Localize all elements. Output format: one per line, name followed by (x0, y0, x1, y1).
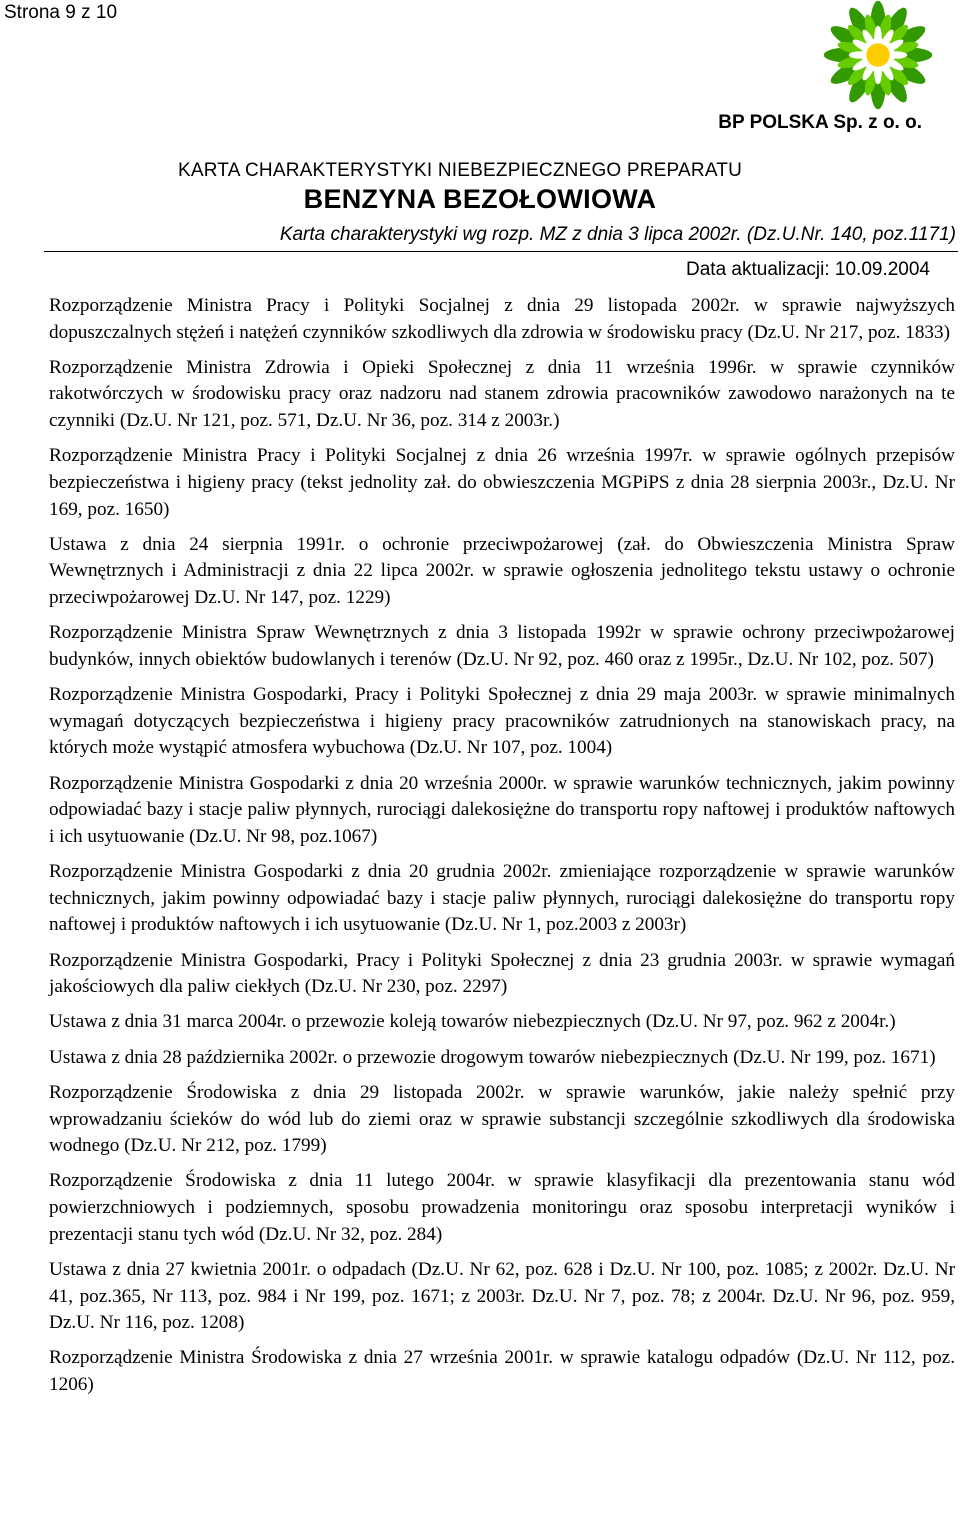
update-date: 10.09.2004 (834, 259, 930, 280)
regulation-paragraph: Ustawa z dnia 24 sierpnia 1991r. o ochronie przeciwpożarowej (zał. do Obwieszczenia Ministra Spraw Wewnętrznych i Administracji z dnia 22 lipca 2002r. w sprawie ogłoszenia jednolitego tekstu ustawy o ochronie przeciwpożarowej Dz.U. Nr 147, poz. 1229) (49, 533, 955, 608)
regulation-paragraph: Rozporządzenie Ministra Pracy i Polityki Socjalnej z dnia 29 listopada 2002r. w sprawie najwyższych dopuszczalnych stężeń i natężeń czynników szkodliwych dla zdrowia w środowisku pracy (Dz.U. Nr 217, poz. 1833) (49, 295, 955, 343)
regulations-list (49, 293, 955, 1407)
regulation-paragraph: Rozporządzenie Ministra Środowiska z dnia 27 września 2001r. w sprawie katalogu odpadów (Dz.U. Nr 112, poz. 1206) (49, 1347, 955, 1395)
company-name: BP POLSKA Sp. z o. o. (718, 112, 922, 133)
regulation-paragraph: Rozporządzenie Ministra Gospodarki, Pracy i Polityki Społecznej z dnia 29 maja 2003r. w sprawie minimalnych wymagań dotyczących bezpieczeństwa i higieny pracy pracowników zatrudnionych na stanowiskach pracy, na których może wystąpić atmosfera wybuchowa (Dz.U. Nr 107, poz. 1004) (49, 684, 955, 759)
regulation-paragraph: Rozporządzenie Ministra Gospodarki z dnia 20 września 2000r. w sprawie warunków technicznych, jakim powinny odpowiadać bazy i stacje paliw płynnych, rurociągi dalekosiężne do transportu ropy naftowej i produktów naftowych i ich usytuowanie (Dz.U. Nr 98, poz.1067) (49, 772, 955, 847)
regulation-paragraph: Rozporządzenie Ministra Gospodarki, Pracy i Polityki Społecznej z dnia 23 grudnia 2003r. w sprawie wymagań jakościowych dla paliw ciekłych (Dz.U. Nr 230, poz. 2297) (49, 949, 955, 998)
header-divider (44, 251, 958, 252)
regulation-paragraph: Rozporządzenie Ministra Zdrowia i Opieki Społecznej z dnia 11 września 1996r. w sprawie czynników rakotwórczych w środowisku pracy oraz nadzoru nad stanem zdrowia pracowników zawodowo narażonych na te czynniki (Dz.U. Nr 121, poz. 571, Dz.U. Nr 36, poz. 314 z 2003r.) (49, 356, 955, 432)
update-date-line (686, 259, 930, 281)
regulation-paragraph: Rozporządzenie Ministra Pracy i Polityki Socjalnej z dnia 26 września 1997r. w sprawie ogólnych przepisów bezpieczeństwa i higieny pracy (tekst jednolity zał. do obwieszczenia MGPiPS z dnia 28 sierpnia 2003r., Dz.U. Nr 169, poz. 1650) (49, 445, 955, 520)
regulation-paragraph: Ustawa z dnia 31 marca 2004r. o przewozie koleją towarów niebezpiecznych (Dz.U. Nr 97, poz. 962 z 2004r.) (49, 1011, 896, 1033)
product-name: BENZYNA BEZOŁOWIOWA (303, 184, 657, 214)
regulation-paragraph: Ustawa z dnia 28 października 2002r. o przewozie drogowym towarów niebezpiecznych (Dz.U. Nr 199, poz. 1671) (49, 1046, 936, 1068)
document-type-label: KARTA CHARAKTERYSTYKI NIEBEZPIECZNEGO PREPARATU (177, 160, 743, 181)
regulation-paragraph: Rozporządzenie Środowiska z dnia 11 lutego 2004r. w sprawie klasyfikacji dla prezentowania stanu wód powierzchniowych i podziemnych, sposobu prowadzenia monitoringu oraz sposobu interpretacji wyników i prezentacji stanu tych wód (Dz.U. Nr 32, poz. 284) (49, 1170, 955, 1245)
page-number: Strona 9 z 10 (4, 2, 118, 23)
regulation-paragraph: Rozporządzenie Środowiska z dnia 29 listopada 2002r. w sprawie warunków, jakie należy spełnić przy wprowadzaniu ścieków do wód lub do ziemi oraz w sprawie substancji szczególnie szkodliwych dla środowiska wodnego (Dz.U. Nr 212, poz. 1799) (49, 1082, 955, 1157)
regulation-paragraph: Rozporządzenie Ministra Spraw Wewnętrznych z dnia 3 listopada 1992r w sprawie ochrony przeciwpożarowej budynków, innych obiektów budowlanych i terenów (Dz.U. Nr 92, poz. 460 oraz z 1995r., Dz.U. Nr 102, poz. 507) (49, 622, 955, 670)
regulation-paragraph: Rozporządzenie Ministra Gospodarki z dnia 20 grudnia 2002r. zmieniające rozporządzenie w sprawie warunków technicznych, jakim powinny odpowiadać bazy i stacje paliw płynnych, rurociągi dalekosiężne do transportu ropy naftowej i produktów naftowych i ich usytuowanie (Dz.U. Nr 1, poz.2003 z 2003r) (49, 861, 955, 936)
update-label: Data aktualizacji: (686, 259, 830, 280)
bp-helios-logo (800, 0, 956, 110)
legal-basis: Karta charakterystyki wg rozp. MZ z dnia 3 lipca 2002r. (Dz.U.Nr. 140, poz.1171) (279, 224, 956, 245)
regulation-paragraph: Ustawa z dnia 27 kwietnia 2001r. o odpadach (Dz.U. Nr 62, poz. 628 i Dz.U. Nr 100, poz. 1085; z 2002r. Dz.U. Nr 41, poz.365, Nr 113, poz. 984 i Nr 199, poz. 1671; z 2003r. Dz.U. Nr 7, poz. 78; z 2004r. Dz.U. Nr 96, poz. 959, Dz.U. Nr 116, poz. 1208) (49, 1258, 955, 1334)
